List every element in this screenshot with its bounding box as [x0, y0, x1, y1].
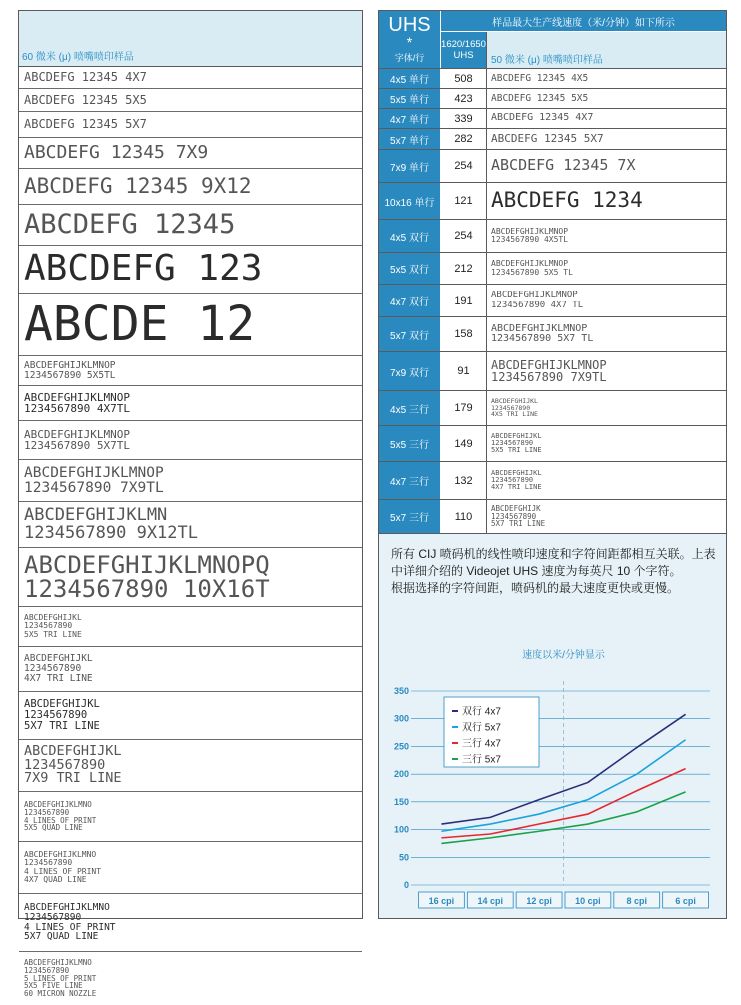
speed-table-row: [379, 352, 726, 391]
left-panel-header: [19, 11, 362, 67]
x-tick-label: 10 cpi: [575, 896, 601, 906]
left-panel-header-label: 60 微米 (μ) 喷嘴喷印样品: [22, 52, 134, 63]
x-tick-label: 6 cpi: [675, 896, 696, 906]
sample-text-line: 5 LINES OF PRINT: [24, 974, 97, 983]
print-sample: [19, 112, 362, 138]
font-cell: 4x5 三行: [379, 391, 441, 425]
print-sample: [19, 607, 362, 647]
sample-text-line: 1234567890: [491, 439, 534, 447]
sample-text-line: ABCDEFGHIJKLMN: [24, 507, 168, 525]
print-sample: [19, 138, 362, 169]
description-text: 所有 CIJ 喷码机的线性喷印速度和字符间距都相互关联。上表中详细介绍的 Videojet UHS 速度为每英尺 10 个字符。: [391, 547, 716, 578]
sample-text-line: ABCDEFG 12345 5X7: [24, 118, 147, 131]
sample-text-line: ABCDEFG 12345 4X7: [24, 71, 147, 84]
legend-label: 三行 5x7: [462, 754, 501, 766]
font-cell: 5x7 双行: [379, 317, 441, 351]
speed-cell: 254: [441, 220, 487, 252]
print-sample: [19, 502, 362, 548]
print-sample: [19, 647, 362, 692]
sample-text-line: ABCDEFGHIJKLMNO: [24, 903, 110, 913]
font-line-header: 字体/行: [394, 53, 425, 63]
sample-cell: [487, 352, 726, 390]
speed-table-row: [379, 317, 726, 352]
right-speed-panel: [378, 10, 727, 919]
legend-label: 双行 4x7: [462, 706, 501, 718]
print-sample: [19, 294, 362, 356]
x-tick-label: 16 cpi: [428, 896, 455, 906]
font-cell: 10x16 单行: [379, 183, 441, 219]
sample-text-line: 5X5 TRI LINE: [24, 630, 82, 639]
sample-cell: [487, 391, 726, 425]
sample-cell: [487, 500, 726, 533]
sample-text-line: ABCDEFGHIJKLMNOPQ: [24, 552, 270, 577]
sample-text-line: 5X7 TRI LINE: [24, 720, 100, 732]
sample-text-line: 1234567890 7X9TL: [24, 480, 164, 496]
chart-title: 速度以米/分钟显示: [522, 650, 605, 661]
speed-cell: 121: [441, 183, 487, 219]
sample-text-line: ABCDEFGHIJKLMNOP: [491, 358, 607, 371]
x-tick-label: 14 cpi: [477, 896, 504, 906]
speed-table-row: [379, 129, 726, 150]
uhs-star: *: [406, 34, 413, 50]
sample-cell: [487, 285, 726, 316]
speed-table-row: [379, 285, 726, 317]
sample-text-line: ABCDEFGHIJKL: [24, 614, 82, 623]
sample-text-line: 1234567890: [24, 758, 106, 773]
sample-text-line: ABCDEFGHIJKLMNOP: [491, 291, 578, 301]
sample-text-line: ABCDEFG 12345 5X5: [491, 93, 589, 104]
sample-text-line: 1234567890: [24, 967, 70, 975]
speed-table-row: [379, 500, 726, 534]
print-sample: [19, 548, 362, 607]
sample-text-line: ABCDEFG 12345 9X12: [24, 175, 252, 198]
sample-cell: [487, 89, 726, 108]
print-sample: [19, 67, 362, 89]
sample-text-line: 1234567890: [491, 512, 537, 521]
font-cell: 5x5 三行: [379, 426, 441, 461]
sample-text-line: 4X5 TRI LINE: [491, 411, 538, 418]
sample-text-line: ABCDEFGHIJKLMNOP: [491, 260, 569, 269]
sample-text-line: 1234567890 4X7 TL: [491, 300, 584, 310]
sample-text-line: ABCDEFGHIJKLMNOP: [24, 360, 116, 371]
sample-text-line: ABCDEFGHIJKL: [491, 398, 538, 405]
font-cell: 7x9 双行: [379, 352, 441, 390]
sample-cell: [487, 462, 726, 499]
sample-text-line: 4X7 QUAD LINE: [24, 875, 87, 884]
sample-text-line: ABCDEFGHIJKLMNO: [24, 959, 92, 968]
speed-cell: 149: [441, 426, 487, 461]
print-sample: [19, 246, 362, 294]
sample-text-line: 4 LINES OF PRINT: [24, 816, 97, 825]
sample-cell: [487, 317, 726, 351]
sample-cell: [487, 150, 726, 182]
speed-column-header: 1620/1650 UHS: [441, 32, 487, 68]
y-tick-label: 300: [393, 713, 409, 724]
sample-text-line: 1234567890 7X9TL: [491, 371, 607, 384]
speed-table-row: [379, 462, 726, 500]
sample-text-line: ABCDEFG 1234: [491, 190, 643, 212]
sample-text-line: 1234567890 4X7TL: [24, 403, 130, 415]
speed-table-header: [379, 11, 726, 69]
speed-cell: 179: [441, 391, 487, 425]
sample-text-line: 60 MICRON NOZZLE: [24, 989, 97, 998]
font-cell: 4x7 三行: [379, 462, 441, 499]
sample-text-line: 5X5 FIVE LINE: [24, 982, 83, 990]
y-tick-label: 0: [403, 880, 409, 890]
left-sample-list: [19, 67, 362, 1005]
sample-text-line: ABCDEFGHIJKLMNOP: [24, 428, 130, 440]
font-cell: 7x9 单行: [379, 150, 441, 182]
legend-label: 双行 5x7: [462, 722, 501, 734]
sample-text-line: ABCDEFGHIJKL: [491, 469, 542, 477]
y-tick-label: 250: [393, 741, 409, 752]
speed-cell: 254: [441, 150, 487, 182]
sample-text-line: ABCDEFG 12345: [24, 211, 236, 239]
speed-cell: 282: [441, 129, 487, 149]
sample-text-line: 1234567890 5X5 TL: [491, 268, 573, 277]
sample-cell: [487, 426, 726, 461]
speed-cell: 212: [441, 253, 487, 284]
speed-header-sub: [441, 32, 726, 68]
speed-cell: 110: [441, 500, 487, 533]
uhs-label: UHS: [388, 14, 431, 36]
sample-text-line: ABCDEFGHIJKLMNOP: [24, 391, 130, 403]
sample-text-line: 4 LINES OF PRINT: [24, 922, 116, 933]
sample-text-line: 1234567890: [24, 859, 73, 868]
speed-cell: 91: [441, 352, 487, 390]
sample-text-line: 1234567890 5X7 TL: [491, 334, 594, 344]
speed-table-title: 样品最大生产线速度（米/分钟）如下所示: [441, 11, 726, 32]
sample-text-line: ABCDEFGHIJKLMNOP: [24, 465, 164, 481]
speed-cell: 339: [441, 109, 487, 128]
y-tick-label: 200: [393, 769, 409, 780]
font-cell: 5x5 单行: [379, 89, 441, 108]
sample-text-line: 1234567890: [491, 476, 534, 484]
font-cell: 5x7 三行: [379, 500, 441, 533]
sample-text-line: ABCDEFG 12345 5X7: [491, 133, 604, 145]
left-sample-panel: [18, 10, 363, 998]
sample-cell: [487, 69, 726, 88]
sample-text-line: ABCDE 12: [24, 300, 256, 349]
sample-text-line: 1234567890 10X16T: [24, 577, 270, 602]
font-cell: 4x5 双行: [379, 220, 441, 252]
sample-text-line: ABCDEFGHIJKLMNOP: [491, 323, 588, 334]
speed-table-row: [379, 253, 726, 285]
print-sample: [19, 792, 362, 842]
sample-text-line: ABCDEFG 12345 7X9: [24, 143, 209, 163]
speed-table-row: [379, 426, 726, 462]
speed-table-row: [379, 150, 726, 183]
x-tick-label: 12 cpi: [526, 896, 552, 906]
print-sample: [19, 89, 362, 112]
sample-text-line: 5X5 QUAD LINE: [24, 824, 83, 832]
sample-text-line: 1234567890: [24, 622, 73, 631]
sample-text-line: ABCDEFGHIJKL: [24, 699, 100, 711]
sample-text-line: ABCDEFGHIJKL: [491, 432, 542, 440]
sample-cell: [487, 220, 726, 252]
font-cell: 4x7 单行: [379, 109, 441, 128]
speed-cell: 158: [441, 317, 487, 351]
sample-text-line: 4 LINES OF PRINT: [24, 867, 102, 876]
sample-text-line: ABCDEFGHIJK: [491, 505, 541, 513]
speed-table-row: [379, 89, 726, 109]
sample-cell: [487, 129, 726, 149]
sample-cell: [487, 183, 726, 219]
sample-text-line: 7X9 TRI LINE: [24, 772, 122, 787]
print-sample: [19, 386, 362, 421]
sample-text-line: 5X5 TRI LINE: [491, 447, 542, 455]
x-tick-label: 8 cpi: [626, 896, 648, 906]
speed-cell: 508: [441, 69, 487, 88]
uhs-header-cell: [379, 11, 441, 68]
sample-text-line: 1234567890 5X5TL: [24, 370, 116, 381]
speed-table-row: [379, 69, 726, 89]
sample-text-line: ABCDEFG 12345 4X5: [491, 73, 589, 84]
sample-text-line: ABCDEFGHIJKLMNO: [24, 801, 92, 809]
speed-table-row: [379, 391, 726, 426]
sample-text-line: ABCDEFG 12345 4X7: [491, 113, 594, 124]
sample-text-line: 1234567890 9X12TL: [24, 524, 198, 542]
y-tick-label: 100: [393, 824, 409, 835]
print-sample: [19, 894, 362, 952]
speed-cell: 132: [441, 462, 487, 499]
sample-text-line: 4X7 TRI LINE: [491, 484, 542, 492]
font-cell: 4x7 双行: [379, 285, 441, 316]
print-sample: [19, 169, 362, 205]
sample-text-line: ABCDEFG 12345 5X5: [24, 93, 147, 107]
font-cell: 5x7 单行: [379, 129, 441, 149]
y-tick-label: 50: [398, 852, 409, 863]
speed-line-chart: [379, 631, 726, 918]
font-cell: 4x5 单行: [379, 69, 441, 88]
y-tick-label: 350: [393, 686, 409, 696]
print-sample: [19, 692, 362, 740]
sample-cell: [487, 109, 726, 128]
print-sample: [19, 740, 362, 792]
speed-table-body: [379, 69, 726, 534]
description-text-2: 根据选择的字符间距，喷码机的最大速度更快或更慢。: [391, 581, 680, 595]
sample-text-line: ABCDEFGHIJKLMNO: [24, 851, 97, 860]
speed-header-column: [441, 11, 726, 68]
sample-text-line: ABCDEFG 123: [24, 251, 263, 288]
sample-text-line: 1234567890: [24, 664, 82, 674]
speed-table-row: [379, 183, 726, 220]
sample-text-line: 4X7 TRI LINE: [24, 673, 93, 684]
sample-text-line: 1234567890: [24, 710, 88, 721]
print-sample: [19, 842, 362, 894]
sample-cell: [487, 253, 726, 284]
sample-text-line: 5X7 TRI LINE: [491, 520, 546, 528]
print-sample: [19, 460, 362, 502]
sample-column-header: 50 微米 (μ) 喷嘴喷印样品: [487, 32, 726, 68]
speed-cell: 423: [441, 89, 487, 108]
speed-table-row: [379, 109, 726, 129]
sample-text-line: 1234567890: [24, 808, 70, 817]
sample-text-line: ABCDEFGHIJKL: [24, 744, 122, 759]
sample-text-line: ABCDEFGHIJKLMNOP: [491, 227, 569, 236]
speed-table-row: [379, 220, 726, 253]
font-cell: 5x5 双行: [379, 253, 441, 284]
speed-cell: 191: [441, 285, 487, 316]
y-tick-label: 150: [393, 796, 409, 807]
sample-text-line: ABCDEFGHIJKL: [24, 654, 93, 665]
print-sample: [19, 356, 362, 386]
legend-label: 三行 4x7: [462, 738, 501, 750]
sample-text-line: 5X7 QUAD LINE: [24, 932, 99, 942]
sample-text-line: 1234567890: [491, 404, 531, 412]
description-block: [379, 534, 726, 597]
sample-text-line: 1234567890 4X5TL: [491, 236, 569, 244]
print-sample: [19, 421, 362, 460]
sample-text-line: 1234567890 5X7TL: [24, 440, 130, 452]
print-sample: [19, 205, 362, 246]
print-sample: [19, 952, 362, 1005]
sample-text-line: 1234567890: [24, 912, 82, 923]
sample-text-line: ABCDEFG 12345 7X: [491, 158, 636, 174]
